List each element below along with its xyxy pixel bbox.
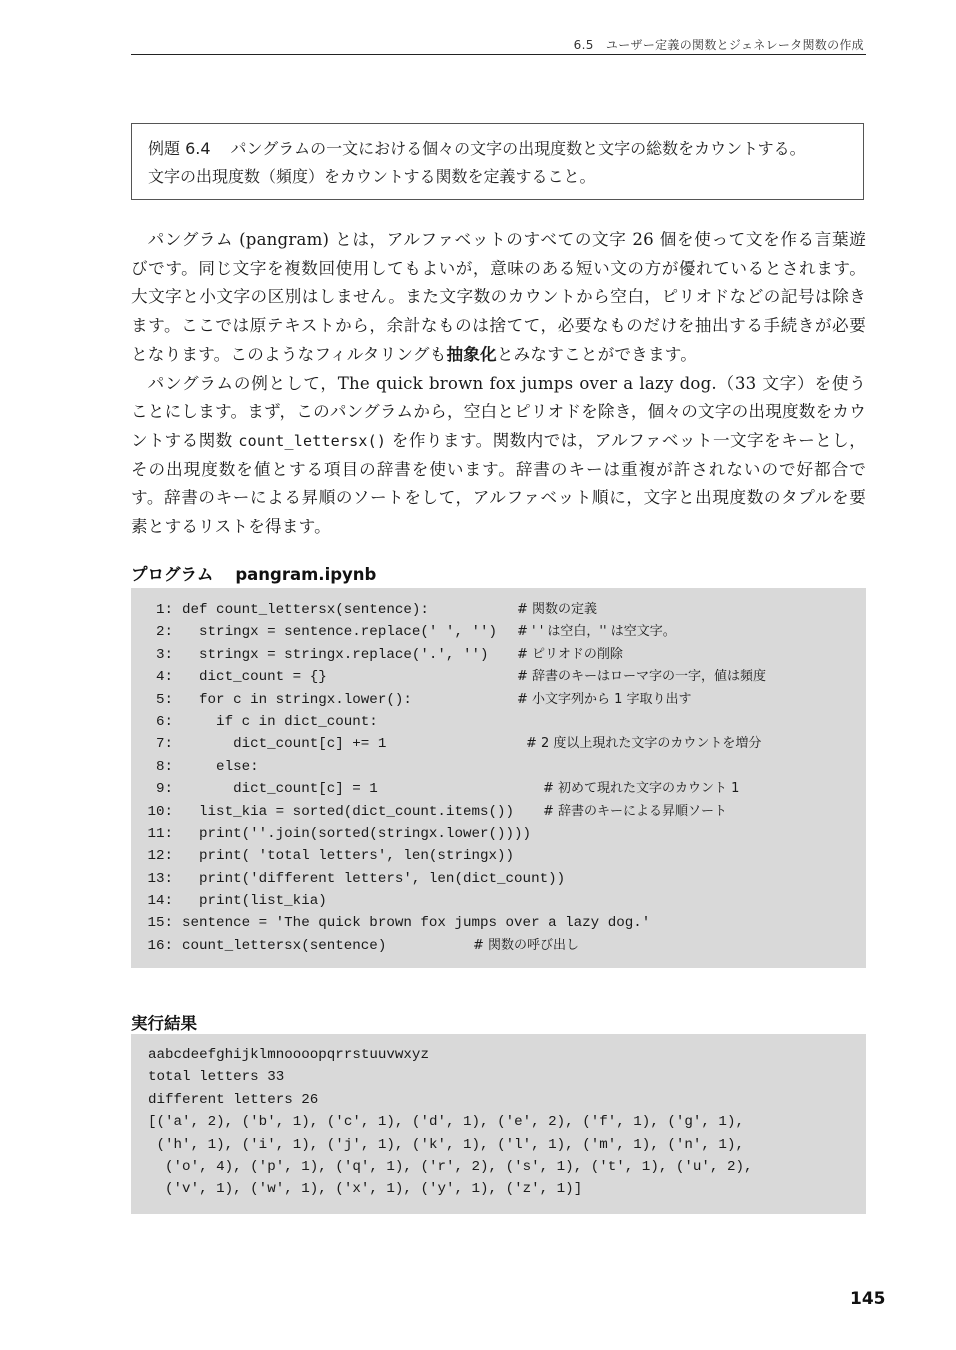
code-line bbox=[131, 778, 866, 800]
paragraph-2 bbox=[131, 370, 866, 542]
paragraph-2-text: パングラムの例として，The quick brown fox jumps over a lazy dog.（33 文字）を使うことにします。まず，このパングラムから，空白とピリオドを除き，個々の文字の出現度数をカウントする関数 bbox=[131, 373, 866, 450]
paragraph-1-text: パングラム (pangram) とは，アルファベットのすべての文字 26 個を使って文を作る言葉遊びです。同じ文字を複数回使用してもよいが，意味のある短い文の方が優れているとされます。大文字と小文字の区別はしません。また文字数のカウントから空白，ピリオドなどの記号は除きます。ここでは原テキストから，余計なものは捨てて，必要なものだけを抽出する手続きが必要となります。このようなフィルタリングも bbox=[131, 230, 866, 364]
code-line bbox=[131, 912, 866, 934]
code-comment: # 辞書のキーはローマ字の一字，値は頻度 bbox=[517, 669, 767, 685]
code-text: dict_count[c] += 1 bbox=[182, 736, 387, 753]
code-line bbox=[131, 666, 866, 688]
paragraph-2-tail: を作ります。関数内では，アルファベット一文字をキーとし，その出現度数を値とする項目の辞書を使います。辞書のキーは重複が許されないので好都合です。辞書のキーによる昇順のソートをして，アルファベット順に，文字と出現度数のタプルを要素とするリストを得ます。 bbox=[131, 430, 866, 537]
code-line bbox=[131, 935, 866, 957]
output-line: [('a', 2), ('b', 1), ('c', 1), ('d', 1), ('e', 2), ('f', 1), ('g', 1), bbox=[148, 1114, 744, 1131]
line-number: 6: bbox=[155, 713, 173, 730]
paragraph-1 bbox=[131, 226, 866, 370]
code-text: for c in stringx.lower(): bbox=[182, 691, 412, 708]
output-line: ('h', 1), ('i', 1), ('j', 1), ('k', 1), ('l', 1), ('m', 1), ('n', 1), bbox=[148, 1136, 744, 1153]
code-text: dict_count = {} bbox=[182, 669, 327, 686]
code-line bbox=[131, 756, 866, 778]
line-number: 8: bbox=[155, 758, 173, 775]
code-text: if c in dict_count: bbox=[182, 713, 378, 730]
running-title: 6.5 ユーザー定義の関数とジェネレータ関数の作成 bbox=[573, 38, 864, 52]
code-text: count_lettersx(sentence) bbox=[182, 937, 387, 954]
example-line-1 bbox=[148, 135, 847, 163]
output-line: total letters 33 bbox=[148, 1069, 285, 1086]
example-line-2: 文字の出現度数（頻度）をカウントする関数を定義すること。 bbox=[148, 167, 596, 186]
line-number: 12: bbox=[147, 848, 173, 865]
code-comment: # 関数の定義 bbox=[517, 602, 598, 617]
line-number: 16: bbox=[147, 937, 173, 954]
code-line bbox=[131, 689, 866, 711]
code-line bbox=[131, 868, 866, 890]
code-text: print(''.join(sorted(stringx.lower()))) bbox=[182, 825, 532, 842]
code-text: else: bbox=[182, 758, 259, 775]
line-number: 13: bbox=[147, 870, 173, 887]
output-line: ('o', 4), ('p', 1), ('q', 1), ('r', 2), ('s', 1), ('t', 1), ('u', 2), bbox=[148, 1158, 753, 1175]
line-number: 3: bbox=[155, 646, 173, 663]
code-text: print(list_kia) bbox=[182, 893, 327, 910]
code-line bbox=[131, 801, 866, 823]
code-text: def count_lettersx(sentence): bbox=[182, 602, 429, 618]
line-number: 5: bbox=[155, 691, 173, 708]
code-text: list_kia = sorted(dict_count.items()) bbox=[182, 803, 515, 820]
program-heading-label: プログラム bbox=[131, 565, 214, 584]
code-comment: # 関数の呼び出し bbox=[473, 937, 580, 953]
code-text: stringx = stringx.replace('.', '') bbox=[182, 646, 489, 663]
line-number: 2: bbox=[155, 624, 173, 641]
line-number: 11: bbox=[147, 825, 173, 842]
program-code-block bbox=[131, 588, 866, 968]
inline-code: count_lettersx() bbox=[238, 431, 387, 450]
example-box bbox=[131, 123, 864, 200]
body-text bbox=[131, 226, 866, 542]
line-number: 4: bbox=[155, 669, 173, 686]
code-line bbox=[131, 621, 866, 643]
code-comment: # 辞書のキーによる昇順ソート bbox=[543, 803, 728, 819]
code-comment: # 初めて現れた文字のカウント 1 bbox=[543, 781, 740, 797]
line-number: 9: bbox=[155, 781, 173, 798]
code-line bbox=[131, 644, 866, 666]
code-line bbox=[131, 599, 866, 621]
code-comment: # 小文字列から 1 字取り出す bbox=[517, 691, 692, 707]
output-line: aabcdeefghijklmnoooopqrrstuuvwxyz bbox=[148, 1047, 429, 1063]
code-comment: # ' ' は空白，'' は空文字。 bbox=[517, 624, 676, 640]
result-output-block bbox=[131, 1034, 866, 1214]
code-line bbox=[131, 711, 866, 733]
line-number: 14: bbox=[147, 893, 173, 910]
paragraph-1-tail: とみなすことができます。 bbox=[496, 344, 698, 364]
output-line: ('v', 1), ('w', 1), ('x', 1), ('y', 1), ('z', 1)] bbox=[148, 1181, 583, 1198]
bold-term: 抽象化 bbox=[446, 344, 497, 364]
code-line bbox=[131, 890, 866, 912]
program-heading bbox=[131, 561, 376, 585]
code-text: sentence = 'The quick brown fox jumps over a lazy dog.' bbox=[182, 915, 651, 932]
code-line bbox=[131, 845, 866, 867]
result-heading: 実行結果 bbox=[131, 1014, 197, 1033]
example-label: 例題 6.4 bbox=[148, 139, 211, 158]
code-text: print('different letters', len(dict_count)) bbox=[182, 870, 566, 887]
line-number: 15: bbox=[147, 915, 173, 932]
running-header bbox=[131, 36, 866, 55]
code-line bbox=[131, 823, 866, 845]
line-number: 7: bbox=[155, 736, 173, 753]
output-line: different letters 26 bbox=[148, 1091, 319, 1108]
code-text: stringx = sentence.replace(' ', '') bbox=[182, 624, 498, 641]
page-number: 145 bbox=[850, 1289, 886, 1309]
code-comment: # ピリオドの削除 bbox=[517, 646, 623, 662]
code-line bbox=[131, 733, 866, 755]
example-text-1: パングラムの一文における個々の文字の出現度数と文字の総数をカウントする。 bbox=[230, 139, 806, 158]
code-text: print( 'total letters', len(stringx)) bbox=[182, 848, 515, 865]
code-comment: # 2 度以上現れた文字のカウントを増分 bbox=[526, 736, 762, 752]
program-filename: pangram.ipynb bbox=[235, 565, 377, 584]
code-text: dict_count[c] = 1 bbox=[182, 781, 378, 798]
line-number: 10: bbox=[147, 803, 173, 820]
line-number: 1: bbox=[155, 602, 173, 618]
